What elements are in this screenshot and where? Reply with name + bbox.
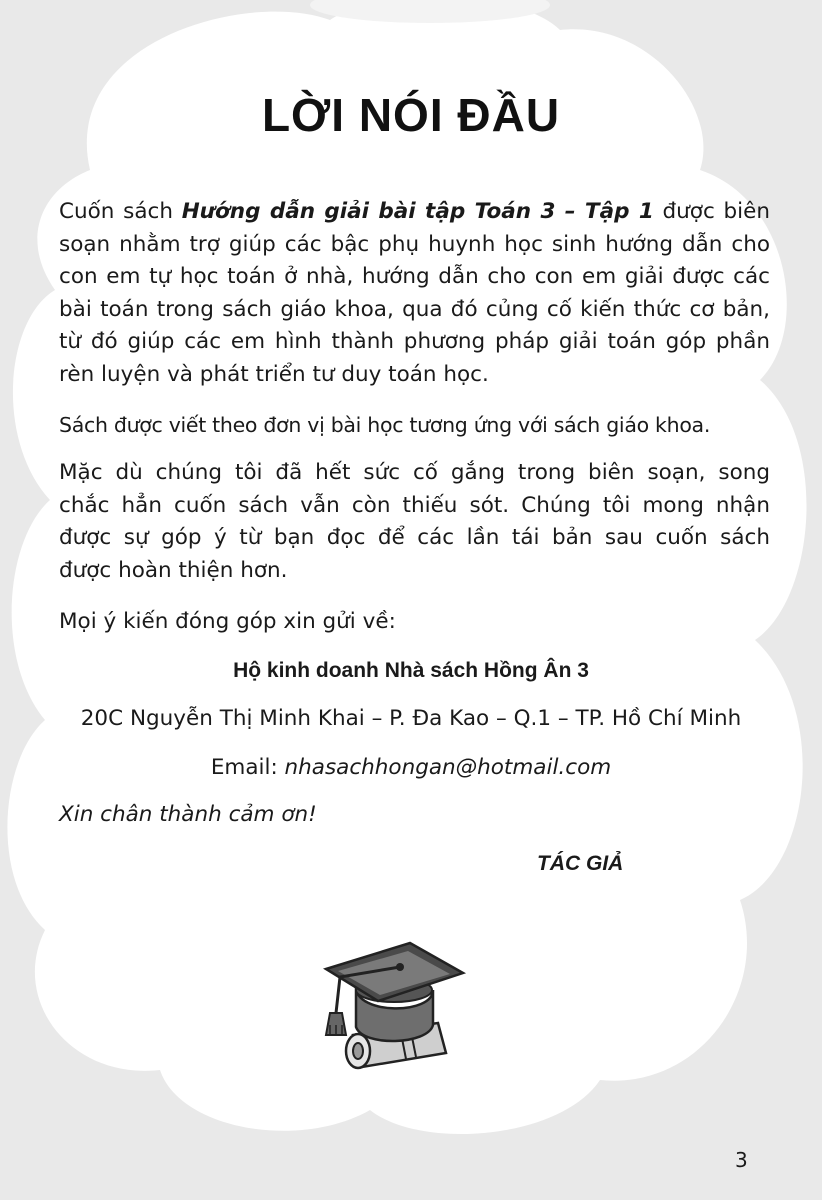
intro-text: Cuốn sách (59, 199, 182, 224)
feedback-intro: Mọi ý kiến đóng góp xin gửi về: (59, 609, 396, 634)
contact-email (0, 752, 822, 784)
intro-line-3: con em tự học toán ở nhà, hướng dẫn cho con em giải được các (59, 264, 770, 289)
book-title: Hướng dẫn giải bài tập Toán 3 – Tập 1 (181, 199, 654, 224)
intro-line-5: từ đó giúp các em hình thành phương pháp giải toán góp phần (59, 329, 770, 354)
intro-paragraph (59, 196, 770, 391)
apology-line-4: được hoàn thiện hơn. (59, 557, 288, 583)
intro-line-1 (59, 196, 770, 229)
author-signature: TÁC GIẢ (537, 852, 624, 875)
graduation-cap-icon (318, 935, 468, 1075)
apology-line-1: Mặc dù chúng tôi đã hết sức cố gắng trong biên soạn, song (59, 460, 770, 485)
intro-line-6: rèn luyện và phát triển tư duy toán học. (59, 361, 489, 387)
intro-line-4: bài toán trong sách giáo khoa, qua đó củng cố kiến thức cơ bản, (59, 296, 770, 322)
page-number: 3 (735, 1148, 748, 1172)
page-title: LỜI NÓI ĐẦU (261, 89, 561, 141)
email-address: nhasachhongan@hotmail.com (284, 755, 612, 780)
company-address: 20C Nguyễn Thị Minh Khai – P. Đa Kao – Q.1 – TP. Hồ Chí Minh (80, 706, 742, 731)
intro-line-2: soạn nhằm trợ giúp các bậc phụ huynh học sinh hướng dẫn cho (59, 231, 770, 257)
apology-line-3: được sự góp ý từ bạn đọc để các lần tái bản sau cuốn sách (59, 525, 770, 550)
thanks-note: Xin chân thành cảm ơn! (59, 802, 317, 827)
intro-text: được biên (653, 199, 770, 224)
email-label: Email: (210, 755, 285, 780)
apology-paragraph (59, 457, 770, 587)
company-name: Hộ kinh doanh Nhà sách Hồng Ân 3 (233, 659, 589, 682)
structure-note: Sách được viết theo đơn vị bài học tương ứng với sách giáo khoa. (59, 413, 711, 437)
apology-line-2: chắc hẳn cuốn sách vẫn còn thiếu sót. Chúng tôi mong nhận (59, 492, 770, 518)
